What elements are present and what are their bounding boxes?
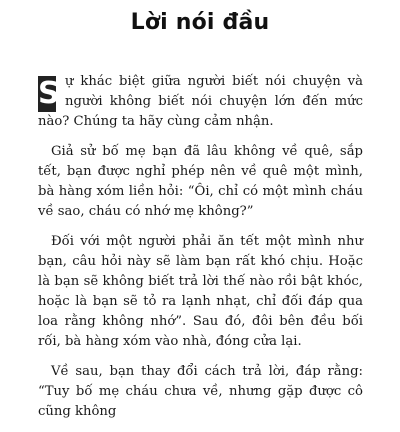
paragraph-1 bbox=[38, 72, 363, 132]
paragraph-2: Giả sử bố mẹ bạn đã lâu không về quê, sắp tết, bạn được nghỉ phép nên về quê một mình, bà hàng xóm liền hỏi: “Ôi, chỉ có một mình cháu về sao, cháu có nhớ mẹ không?” bbox=[38, 144, 363, 219]
body-text bbox=[38, 72, 363, 432]
paragraph-1-text: ự khác biệt giữa người biết nói chuyện và người không biết nói chuyện lớn đến mức nào? Chúng ta hãy cùng cảm nhận. bbox=[38, 74, 363, 129]
paragraph-4: Về sau, bạn thay đổi cách trả lời, đáp rằng: “Tuy bố mẹ cháu chưa về, nhưng gặp được cô cũng không bbox=[38, 364, 363, 419]
page-title: Lời nói đầu bbox=[130, 10, 270, 35]
drop-cap: S bbox=[38, 76, 60, 111]
paragraph-3: Đối với một người phải ăn tết một mình như bạn, câu hỏi này sẽ làm bạn rất khó chịu. Hoặc là bạn sẽ không biết trả lời thế nào rồi bật khóc, hoặc là bạn sẽ tỏ ra lạnh nhạt, chỉ đối đáp qua loa rằng không nhớ”. Sau đó, đôi bên đều bối rối, bà hàng xóm vào nhà, đóng cửa lại. bbox=[38, 234, 363, 349]
